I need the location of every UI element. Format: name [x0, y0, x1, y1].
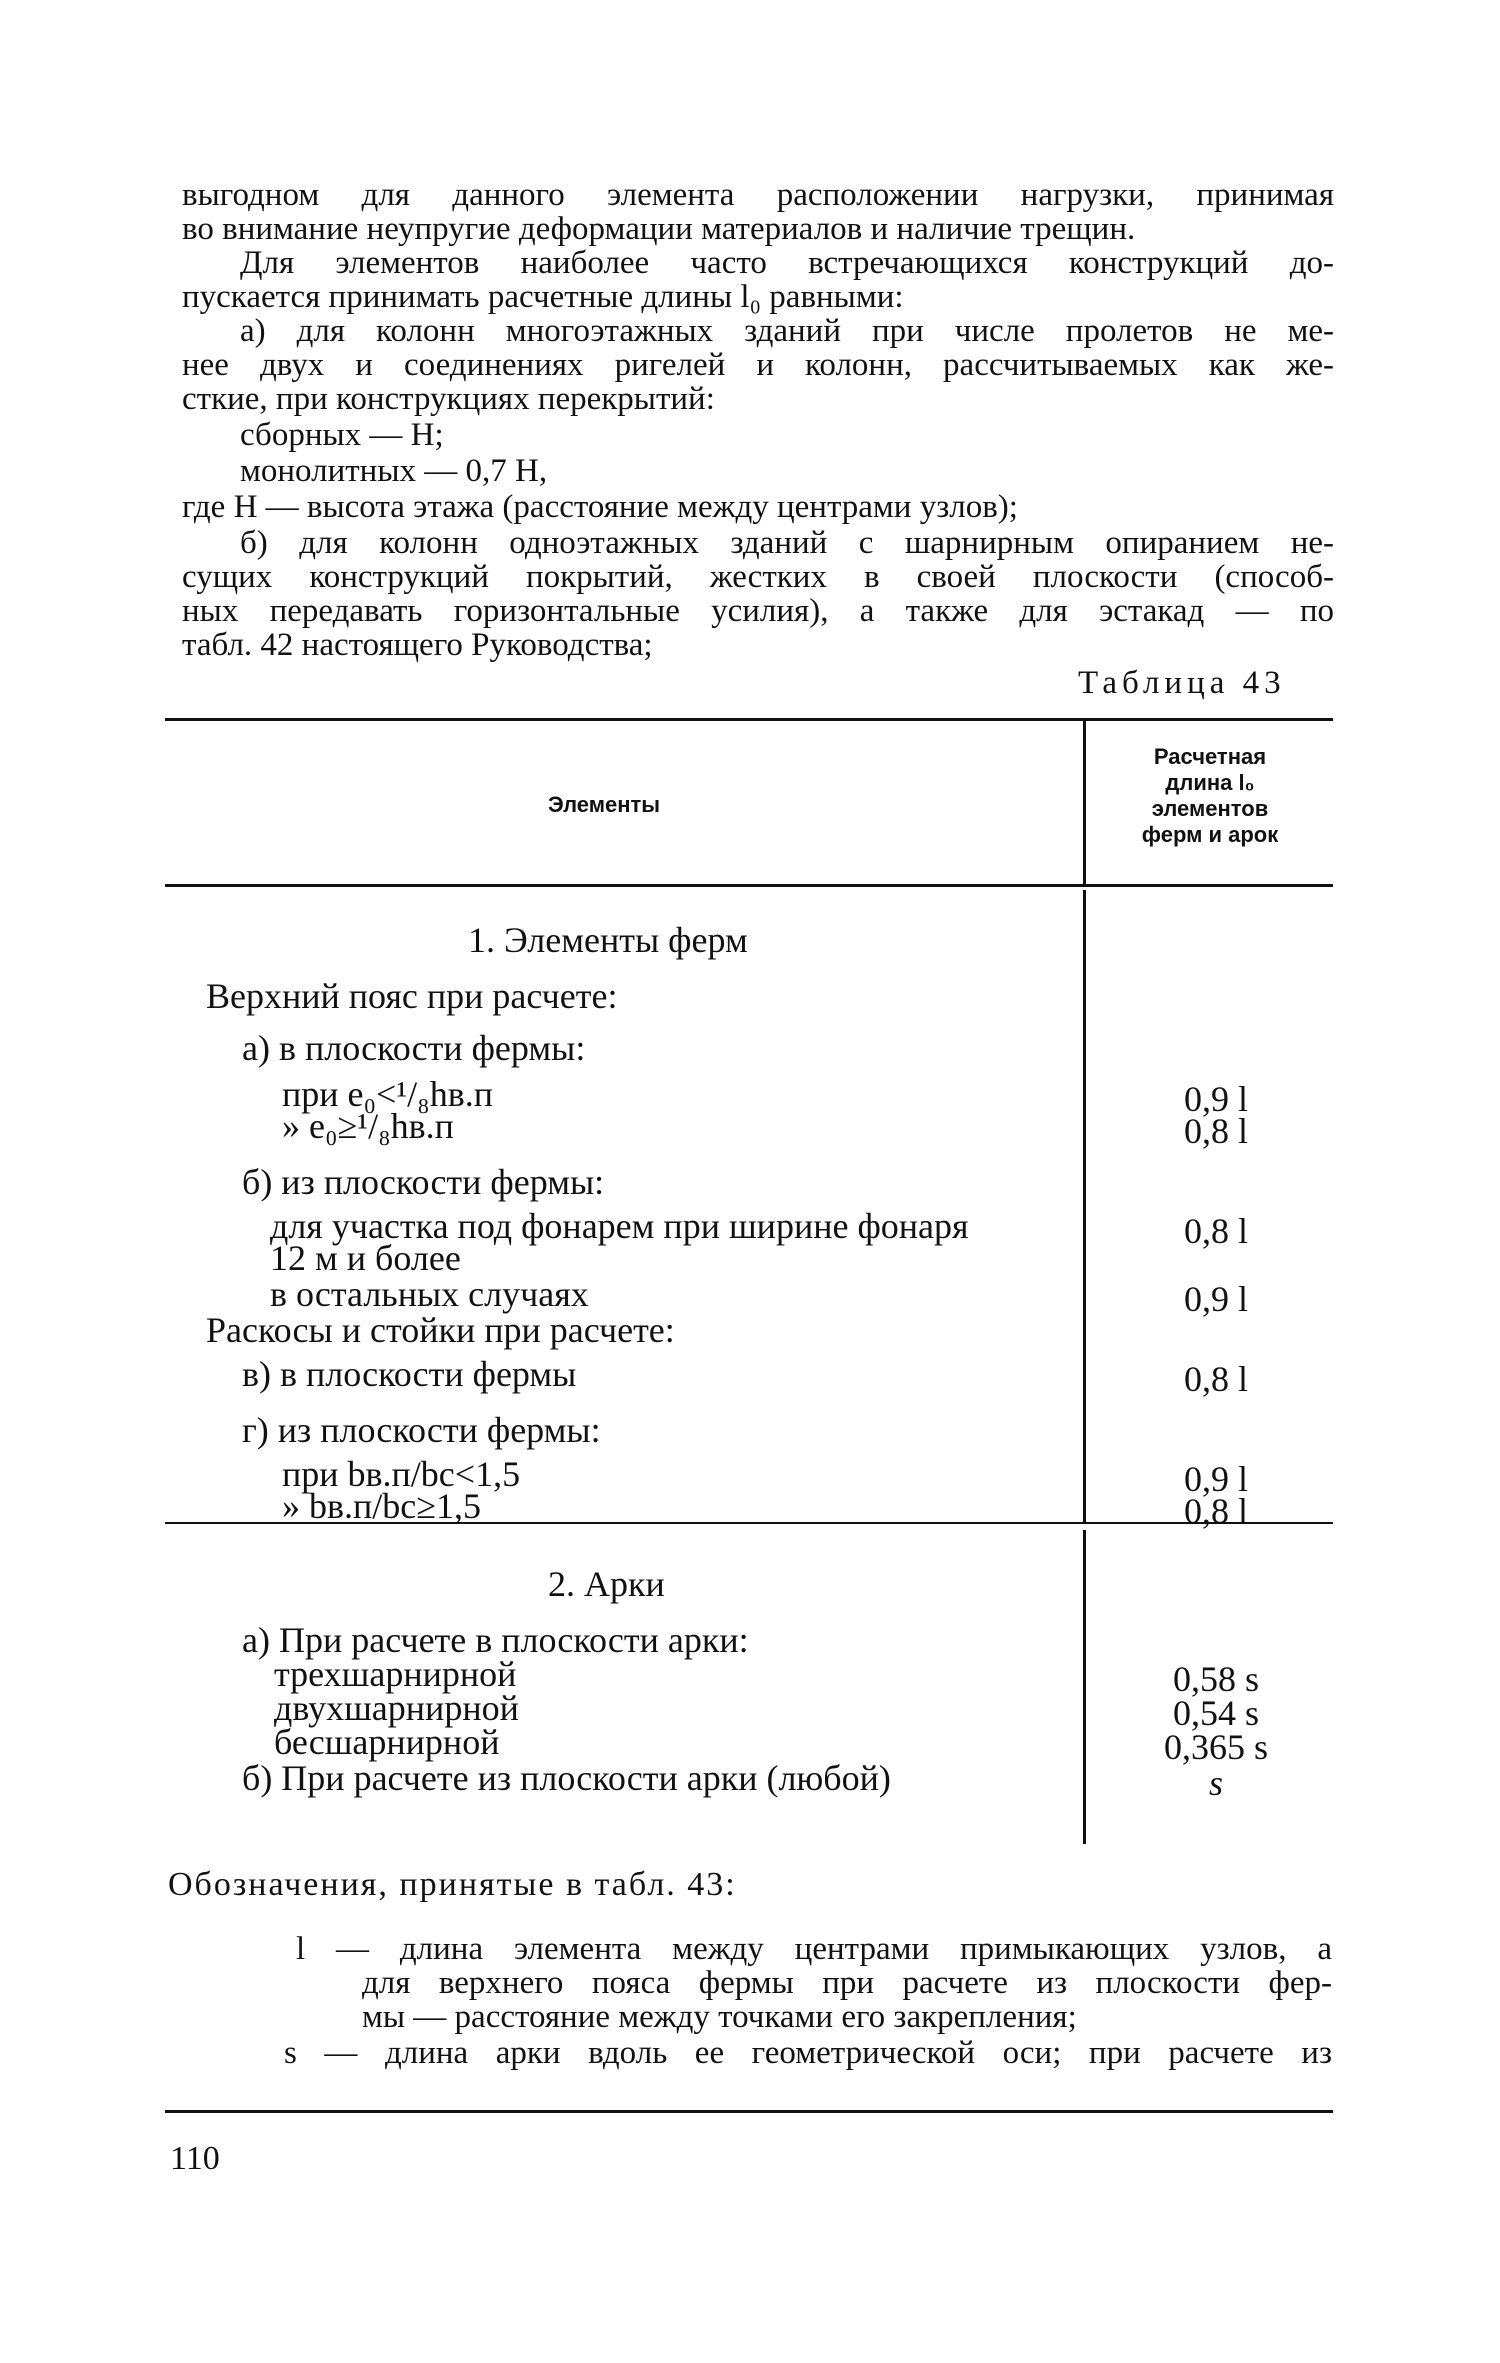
note-l-line-3: мы — расстояние между точками его закрепления;	[362, 1999, 1077, 2035]
note-l-line-2: для верхнего пояса фермы при расчете из плоскости фер-	[362, 1965, 1332, 2001]
row-b1-label-2: 12 м и более	[270, 1238, 461, 1278]
section1-column-divider	[1083, 890, 1086, 1522]
row-b-label: б) из плоскости фермы:	[242, 1162, 605, 1202]
section1-title: 1. Элементы ферм	[468, 920, 748, 960]
table-caption: Таблица 43	[1078, 665, 1286, 701]
row-a-label: а) в плоскости фермы:	[242, 1028, 586, 1068]
item-a-line-2: нее двух и соединениях ригелей и колонн, рассчитываемых как же-	[182, 347, 1334, 383]
value-b2: 0,9 l	[1183, 1279, 1248, 1319]
table-header-rule	[165, 884, 1333, 887]
arch-a3-label: бесшарнирной	[274, 1722, 500, 1762]
item-a-line-3: сткие, при конструкциях перекрытий:	[182, 381, 715, 417]
row-g-label: г) из плоскости фермы:	[242, 1410, 601, 1450]
col-length-header-line-3: элементов	[1151, 796, 1269, 821]
value-b1: 0,8 l	[1183, 1211, 1248, 1251]
monolitnykh-line: монолитных — 0,7 H,	[240, 453, 548, 489]
value-v: 0,8 l	[1183, 1359, 1248, 1399]
arch-b-label: б) При расчете из плоскости арки (любой)	[242, 1758, 891, 1798]
arch-a1-label: трехшарнирной	[274, 1654, 517, 1694]
footer-rule	[165, 2110, 1333, 2113]
upper-chord-label: Верхний пояс при расчете:	[206, 976, 618, 1016]
row-a1-label: при e₀<¹/₈hв.п	[282, 1074, 493, 1114]
value-arch-b: s	[1208, 1763, 1223, 1803]
item-b-line-1: б) для колонн одноэтажных зданий с шарнирным опиранием не-	[240, 525, 1334, 561]
col-length-header	[1090, 744, 1330, 848]
sbornykh-line: сборных — H;	[240, 417, 444, 453]
arch-a2-label: двухшарнирной	[274, 1688, 519, 1728]
row-a2-label: » e₀≥¹/₈hв.п	[282, 1106, 454, 1146]
table-top-rule	[165, 718, 1333, 721]
row-v-label: в) в плоскости фермы	[242, 1354, 577, 1394]
row-g1-label: при bв.п/bс<1,5	[282, 1454, 521, 1494]
page-number: 110	[170, 2140, 220, 2177]
col-length-header-line-1: Расчетная	[1153, 744, 1267, 769]
row-b2-label: в остальных случаях	[270, 1274, 589, 1314]
col-length-header-line-4: ферм и арок	[1141, 822, 1279, 847]
note-s-line: s — длина арки вдоль ее геометрической оси; при расчете из	[284, 2035, 1332, 2071]
item-b-line-2: сущих конструкций покрытий, жестких в своей плоскости (способ-	[182, 559, 1334, 595]
arch-a-label: а) При расчете в плоскости арки:	[242, 1620, 749, 1660]
value-a1: 0,9 l	[1183, 1079, 1248, 1119]
para2-line-2: пускается принимать расчетные длины l₀ равными:	[182, 279, 904, 315]
para2-line-1: Для элементов наиболее часто встречающихся конструкций до-	[240, 245, 1334, 281]
col-elements-header: Элементы	[548, 792, 661, 817]
value-arch-a1: 0,58 s	[1172, 1659, 1259, 1699]
intro-line-2: во внимание неупругие деформации материалов и наличие трещин.	[182, 211, 1136, 247]
notes-heading: Обозначения, принятые в табл. 43:	[168, 1866, 737, 1903]
value-arch-a3: 0,365 s	[1163, 1727, 1268, 1767]
header-column-divider	[1083, 721, 1086, 884]
section2-title: 2. Арки	[548, 1564, 665, 1604]
value-g1: 0,9 l	[1183, 1459, 1248, 1499]
braces-label: Раскосы и стойки при расчете:	[206, 1310, 675, 1350]
note-l-line-1: l — длина элемента между центрами примыкающих узлов, а	[296, 1931, 1332, 1967]
row-b1-label-1: для участка под фонарем при ширине фонаря	[270, 1206, 969, 1246]
intro-line-1: выгодном для данного элемента расположении нагрузки, принимая	[182, 177, 1334, 213]
col-length-header-line-2: длина l₀	[1165, 770, 1255, 795]
item-a-line-1: а) для колонн многоэтажных зданий при числе пролетов не ме-	[240, 313, 1334, 349]
value-arch-a2: 0,54 s	[1172, 1693, 1259, 1733]
gde-line: где H — высота этажа (расстояние между центрами узлов);	[182, 489, 1018, 525]
value-a2: 0,8 l	[1183, 1111, 1248, 1151]
row-g2-label: » bв.п/bс≥1,5	[282, 1486, 482, 1526]
value-g2: 0,8 l	[1183, 1491, 1248, 1531]
item-b-line-4: табл. 42 настоящего Руководства;	[182, 627, 653, 663]
item-b-line-3: ных передавать горизонтальные усилия), а также для эстакад — по	[182, 593, 1334, 629]
